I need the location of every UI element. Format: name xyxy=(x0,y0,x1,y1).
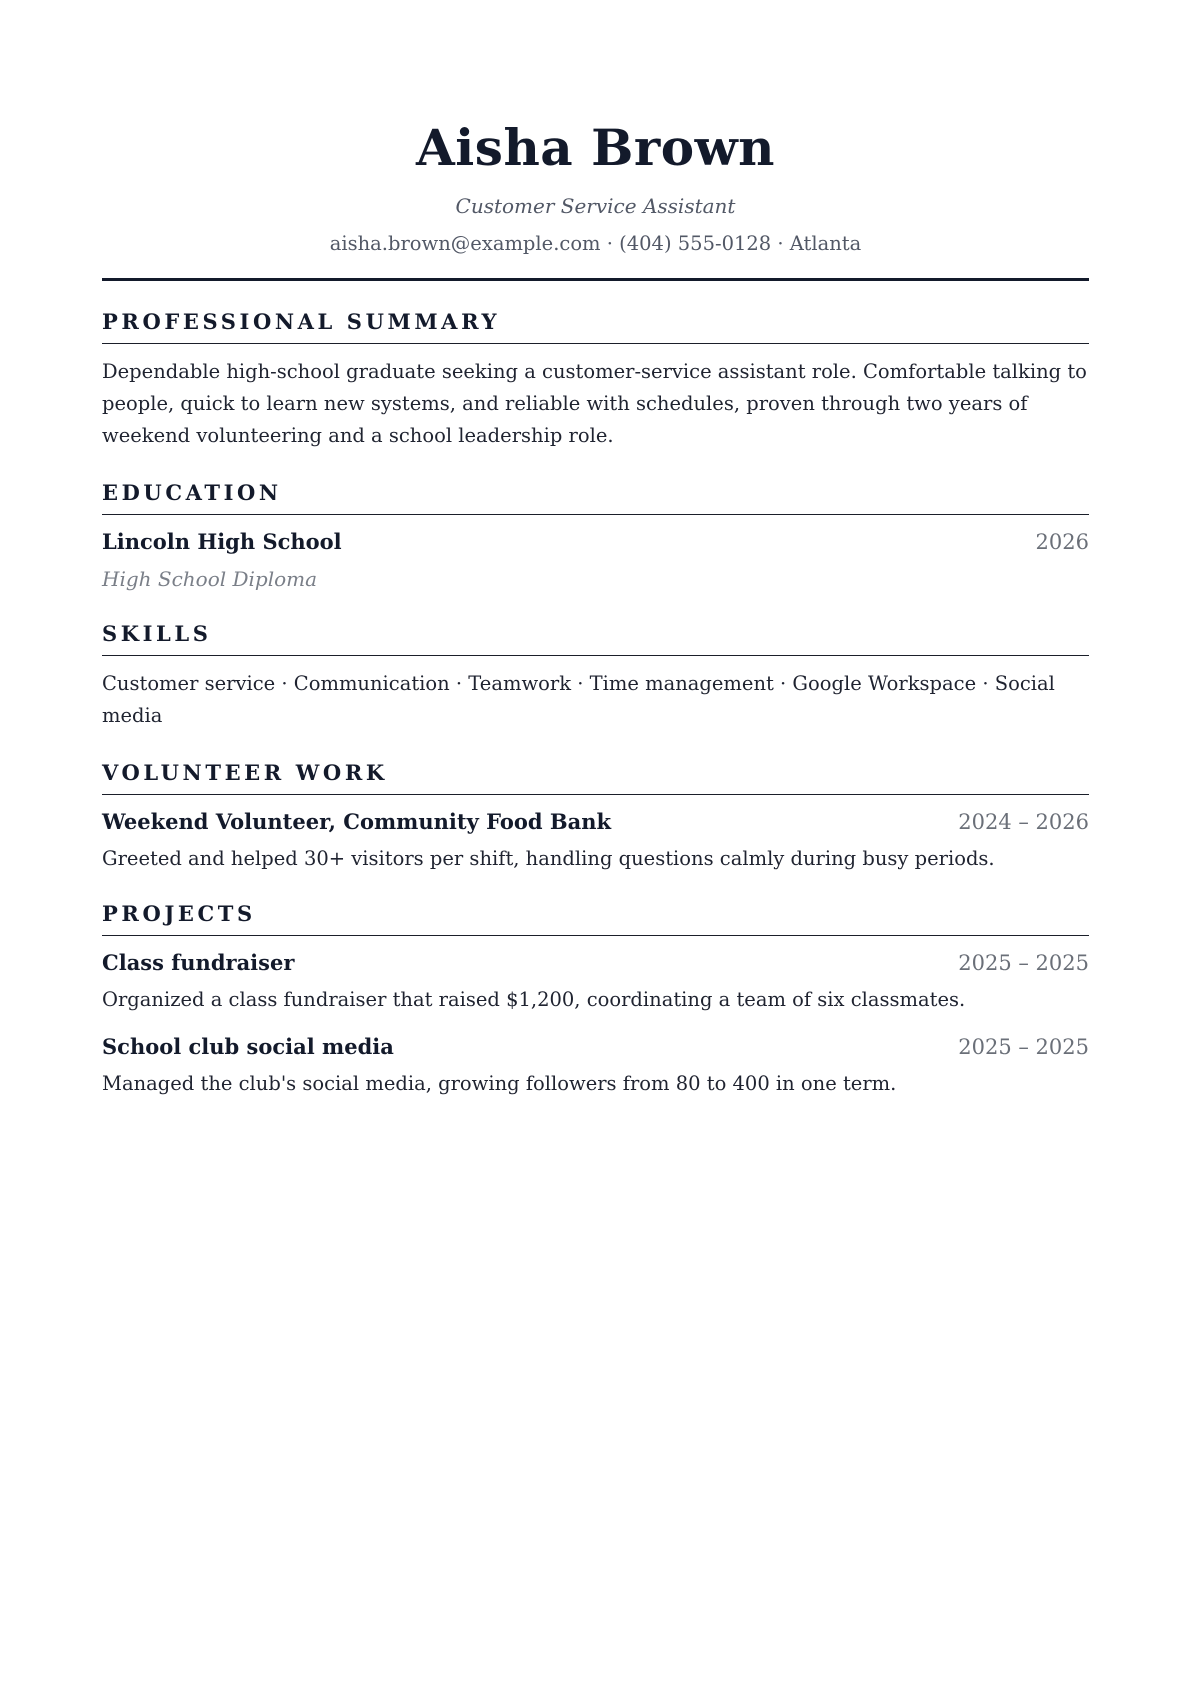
skills-body xyxy=(102,656,1089,732)
project-date: 2025 – 2025 xyxy=(958,1035,1089,1059)
summary-section xyxy=(102,309,1089,452)
summary-body xyxy=(102,344,1089,452)
volunteer-heading: VOLUNTEER WORK xyxy=(102,760,1089,795)
degree-name: High School Diploma xyxy=(102,567,318,591)
volunteer-description: Greeted and helped 30+ visitors per shift, handling questions calmly during busy periods. xyxy=(102,847,995,870)
volunteer-date: 2024 – 2026 xyxy=(958,810,1089,834)
education-date: 2026 xyxy=(1035,530,1089,554)
contact-line: aisha.brown@example.com · (404) 555-0128 · Atlanta xyxy=(329,232,862,255)
project-name: Class fundraiser xyxy=(102,950,295,975)
resume-page xyxy=(102,0,1089,1098)
skills-list: Customer service · Communication · Teamwork · Time management · Google Workspace · Social media xyxy=(102,672,1055,727)
candidate-headline: Customer Service Assistant xyxy=(455,194,736,218)
projects-heading: PROJECTS xyxy=(102,901,1089,936)
education-body xyxy=(102,515,1089,593)
resume-header xyxy=(102,0,1089,281)
projects-body xyxy=(102,936,1089,1098)
school-name: Lincoln High School xyxy=(102,529,342,554)
volunteer-entry-head xyxy=(102,807,1089,837)
volunteer-body xyxy=(102,795,1089,873)
volunteer-role: Weekend Volunteer, Community Food Bank xyxy=(102,809,612,834)
project-date: 2025 – 2025 xyxy=(958,951,1089,975)
project-description: Organized a class fundraiser that raised $1,200, coordinating a team of six classmates. xyxy=(102,988,966,1011)
education-entry-head xyxy=(102,527,1089,557)
project-description: Managed the club's social media, growing followers from 80 to 400 in one term. xyxy=(102,1072,897,1095)
project-entry xyxy=(102,948,1089,1014)
skills-section xyxy=(102,621,1089,732)
summary-text: Dependable high-school graduate seeking a customer-service assistant role. Comfortable talking to people, quick to learn new systems, and reliable with schedules, proven through two years of weekend volunteering and a school leadership role. xyxy=(102,360,1087,447)
header-divider xyxy=(102,278,1089,281)
summary-heading: PROFESSIONAL SUMMARY xyxy=(102,309,1089,344)
education-section xyxy=(102,480,1089,593)
projects-section xyxy=(102,901,1089,1098)
volunteer-entry xyxy=(102,807,1089,873)
project-entry-head xyxy=(102,948,1089,978)
volunteer-section xyxy=(102,760,1089,873)
project-name: School club social media xyxy=(102,1034,394,1059)
skills-heading: SKILLS xyxy=(102,621,1089,656)
project-entry-head xyxy=(102,1032,1089,1062)
education-entry xyxy=(102,527,1089,593)
education-heading: EDUCATION xyxy=(102,480,1089,515)
project-entry xyxy=(102,1032,1089,1098)
candidate-name: Aisha Brown xyxy=(416,118,775,177)
